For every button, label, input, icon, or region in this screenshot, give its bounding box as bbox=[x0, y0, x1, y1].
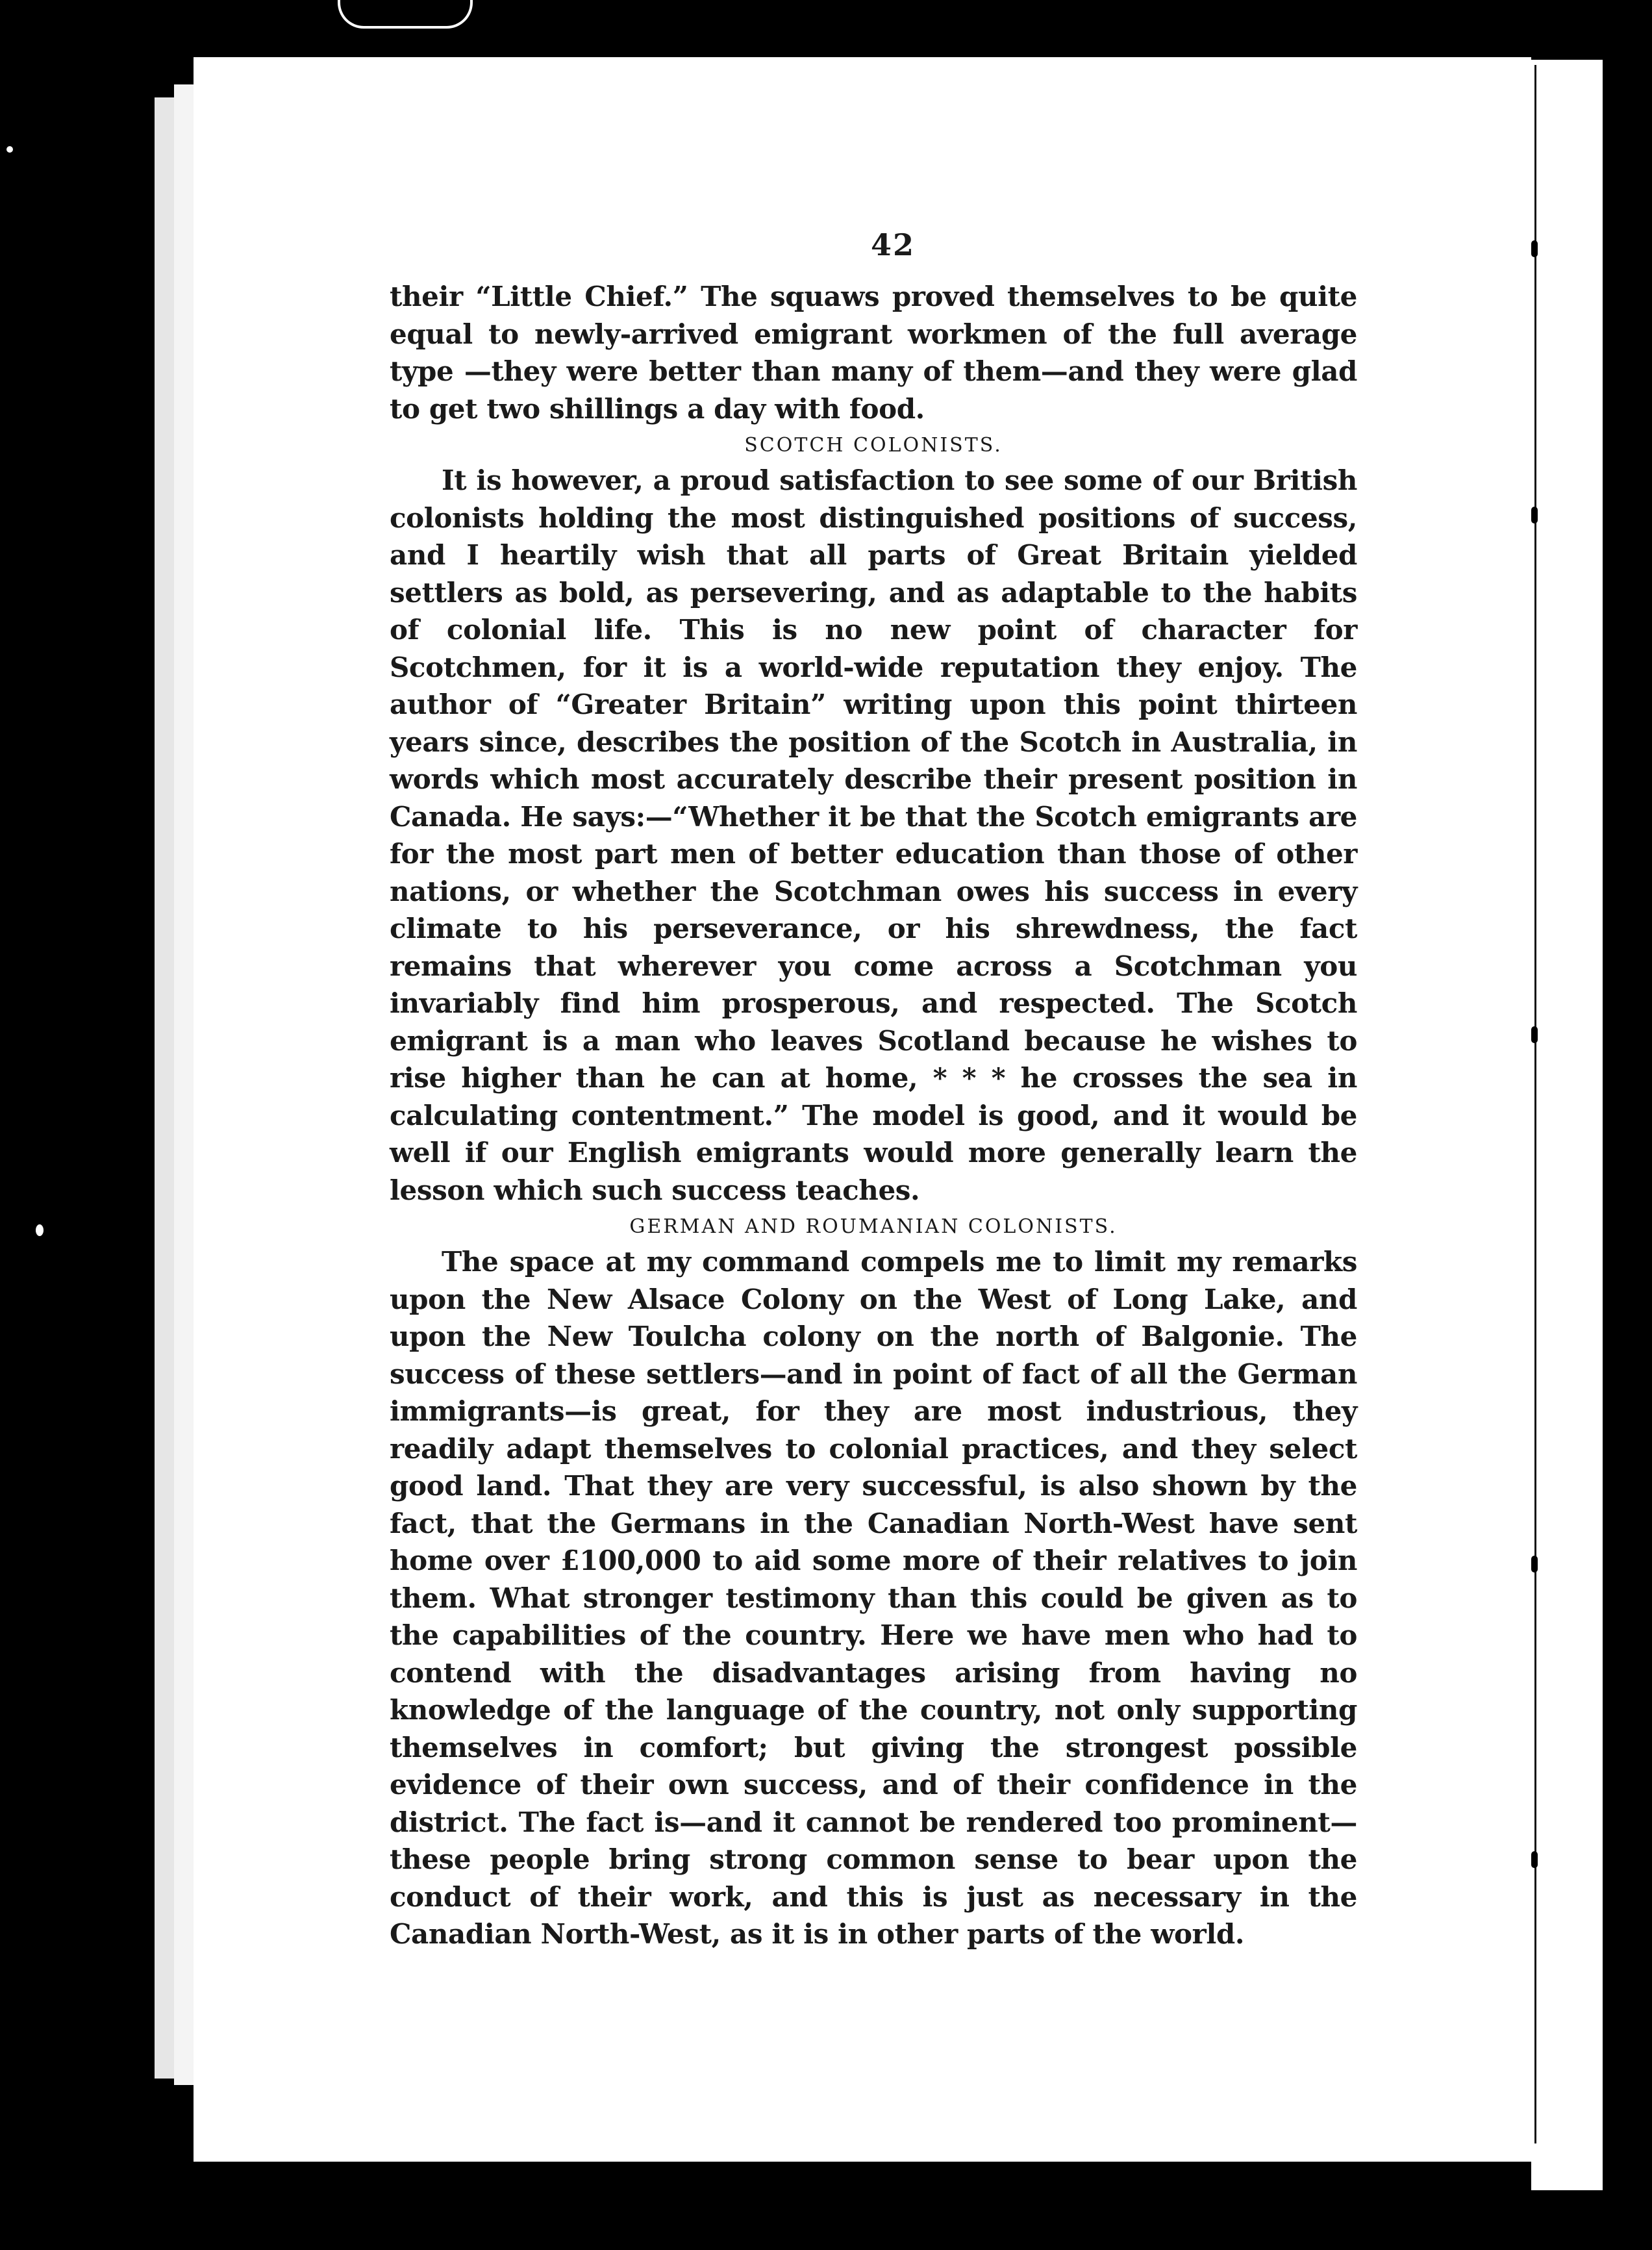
paragraph-scotch-colonists: It is however, a proud satisfaction to see some of our British colonists holding the most distinguished positions of success, and I heartily wish that all parts of Great Britain yielded settlers as bold, as persevering, and as adaptable to the habits of colonial life. This is no new point of character for Scotchmen, for it is a world-wide reputation they enjoy. The author of “Greater Britain” writing upon this point thirteen years since, describes the position of the Scotch in Australia, in words which most accurately describe their present position in Canada. He says:—“Whether it be that the Scotch emigrants are for the most part men of better education than those of other nations, or whether the Scotchman owes his success in every climate to his perseverance, or his shrewdness, the fact remains that wherever you come across a Scotchman you invariably find him prosperous, and respected. The Scotch emigrant is a man who leaves Scotland because he wishes to rise higher than he can at home, * * * he crosses the sea in calculating contentment.” The model is good, and it would be well if our English emigrants would more generally learn the lesson which such success teaches. bbox=[390, 464, 1357, 1206]
paragraph-continued: their “Little Chief.” The squaws proved themselves to be quite equal to newly-arrived emigrant workmen of the full average type —they were better than many of them—and they were glad to get two shillings a day with food. bbox=[390, 281, 1357, 425]
page-content bbox=[390, 227, 1357, 1953]
scan-artifact bbox=[338, 0, 473, 29]
binding-stitch bbox=[1531, 1851, 1538, 1868]
binding-stitch bbox=[1531, 240, 1538, 257]
page-stack-edge bbox=[174, 84, 195, 2085]
section-heading-scotch: SCOTCH COLONISTS. bbox=[744, 434, 1003, 457]
facing-page-edge bbox=[1531, 60, 1603, 2190]
binding-stitch bbox=[1531, 1556, 1538, 1573]
page-number: 42 bbox=[870, 227, 915, 262]
binding-stitch bbox=[1531, 1026, 1538, 1043]
binding-stitch bbox=[1531, 507, 1538, 524]
scan-speck bbox=[36, 1224, 44, 1236]
scan-speck bbox=[6, 146, 13, 153]
binding-line bbox=[1534, 65, 1536, 2143]
paragraph-german-colonists: The space at my command compels me to limit my remarks upon the New Alsace Colony on the West of Long Lake, and upon the New Toulcha colony on the north of Balgonie. The success of these settlers—and in point of fact of all the German immigrants—is great, for they are most industrious, they readily adapt themselves to colonial practices, and they select good land. That they are very successful, is also shown by the fact, that the Germans in the Canadian North-West have sent home over £100,000 to aid some more of their relatives to join them. What stronger testimony than this could be given as to the capabilities of the country. Here we have men who had to contend with the disadvantages arising from having no knowledge of the language of the country, not only supporting themselves in comfort; but giving the strongest possible evidence of their own success, and of their confidence in the district. The fact is—and it cannot be rendered too prominent—these people bring strong common sense to bear upon the conduct of their work, and this is just as necessary in the Canadian North-West, as it is in other parts of the world. bbox=[390, 1246, 1357, 1950]
section-heading-german: GERMAN AND ROUMANIAN COLONISTS. bbox=[629, 1215, 1118, 1238]
page-stack-edge bbox=[155, 97, 174, 2079]
